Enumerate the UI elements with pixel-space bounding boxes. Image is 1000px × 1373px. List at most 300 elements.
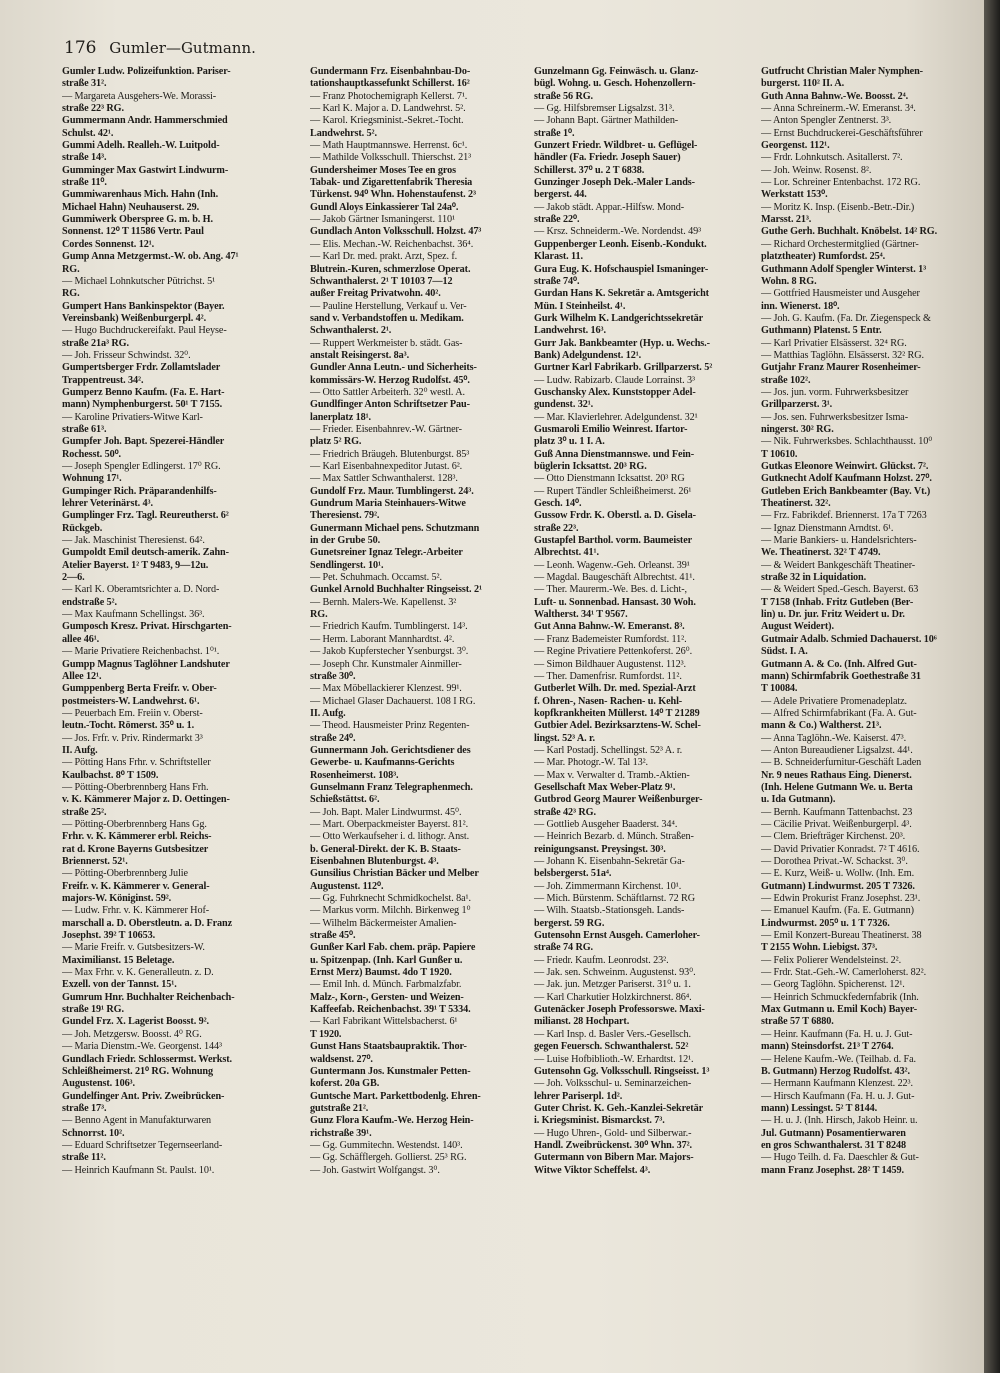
entry-line: — Pötting Hans Frhr. v. Schriftsteller <box>62 757 211 769</box>
entry-heading-line: Malz-, Korn-, Gersten- und Weizen- <box>310 991 464 1003</box>
entry-line: — Pötting-Oberbrennberg Julie <box>62 868 188 880</box>
entry-heading-line: mann) Schirmfabrik Goethestraße 31 <box>761 670 921 682</box>
entry-heading-line: straße 19¹ RG. <box>62 1004 124 1016</box>
entry-line: — Karl K. Major a. D. Landwehrst. 5². <box>310 103 466 115</box>
entry-heading-line: Gunzert Friedr. Wildbret- u. Geflügel- <box>534 140 698 152</box>
entry-heading-line: Lindwurmst. 205⁰ u. 1 T 7326. <box>761 917 890 929</box>
entry-heading-line: Gumrum Hnr. Buchhalter Reichenbach- <box>62 991 235 1003</box>
entry-heading-line: Sonnenst. 12⁰ T 11586 Vertr. Paul <box>62 226 204 238</box>
entry-heading-line: Nr. 9 neues Rathaus Eing. Dienerst. <box>761 769 912 781</box>
entry-heading-line: II. Aufg. <box>62 744 98 756</box>
entry-heading-line: u. Spitzenpap. (Inh. Karl Gunßer u. <box>310 954 463 966</box>
entry-heading-line: Gesellschaft Max Weber-Platz 9¹. <box>534 781 676 793</box>
entry-line: — Max Sattler Schwanthalerst. 128³. <box>310 473 458 485</box>
entry-heading-line: Gump Anna Metzgermst.-W. ob. Ang. 47¹ <box>62 251 239 263</box>
entry-line: — Marie Freifr. v. Gutsbesitzers-W. <box>62 942 205 954</box>
entry-heading-line: T 2155 Wohn. Liebigst. 37³. <box>761 942 878 954</box>
entry-line: — Heinrich Kaufmann St. Paulst. 10¹. <box>62 1164 215 1176</box>
entry-heading-line: mann) Steinsdorfst. 21³ T 2764. <box>761 1041 894 1053</box>
entry-line: — Ludw. Rabizarb. Claude Lorrainst. 3³ <box>534 374 695 386</box>
entry-heading-line: Atelier Bayerst. 1² T 9483, 9—12u. <box>62 559 209 571</box>
entry-line: — Krsz. Schneiderm.-We. Nordendst. 49³ <box>534 226 702 238</box>
entry-heading-line: Gewerbe- u. Kaufmanns-Gerichts <box>310 757 455 769</box>
entry-heading-line: ningerst. 30² RG. <box>761 423 834 435</box>
entry-heading-line: Landwehrst. 16³. <box>534 325 606 337</box>
entry-heading-line: mann) Nymphenburgerst. 50¹ T 7155. <box>62 399 223 411</box>
entry-line: — Elis. Mechan.-W. Reichenbachst. 36⁴. <box>310 238 474 250</box>
entry-heading-line: Rochesst. 50⁰. <box>62 448 121 460</box>
entry-heading-line: allee 46¹. <box>62 633 100 645</box>
entry-heading-line: straße 11⁰. <box>62 177 107 189</box>
entry-heading-line: Gutensohn Gg. Volksschull. Ringseisst. 1³ <box>534 1065 710 1077</box>
entry-line: — Magdal. Baugeschäft Albrechtst. 41¹. <box>534 572 695 584</box>
entry-line: — Karl Fabrikant Wittelsbacherst. 6¹ <box>310 1016 458 1028</box>
entry-heading-line: Guntsche Mart. Parkettbodenlg. Ehren- <box>310 1090 481 1102</box>
entry-heading-line: Gunermann Michael pens. Schutzmann <box>310 522 480 534</box>
entry-heading-line: waldsenst. 27⁰. <box>310 1053 373 1065</box>
entry-line: — Hermann Kaufmann Klenzest. 22³. <box>761 1078 913 1090</box>
entry-line: — Hugo Uhren-, Gold- und Silberwar.- <box>534 1127 692 1139</box>
entry-heading-line: Gussow Frdr. K. Oberstl. a. D. Gisela- <box>534 510 696 522</box>
entry-line: — Franz Photochemigraph Kellerst. 7¹. <box>310 90 468 102</box>
entry-heading-line: Tabak- und Zigarettenfabrik Theresia <box>310 177 473 189</box>
entry-line: — Regine Privatiere Pettenkoferst. 26⁰. <box>534 646 693 658</box>
entry-heading-line: b. General-Direkt. der K. B. Staats- <box>310 843 461 855</box>
entry-line: — Ruppert Werkmeister b. städt. Gas- <box>310 337 463 349</box>
entry-heading-line: gutstraße 21². <box>310 1102 369 1114</box>
entry-line: — Moritz K. Insp. (Eisenb.-Betr.-Dir.) <box>761 201 915 213</box>
entry-heading-line: Gutleben Erich Bankbeamter (Bay. Vt.) <box>761 485 931 497</box>
entry-line: — Clem. Briefträger Kirchenst. 20³. <box>761 831 906 843</box>
entry-heading-line: Gummi Adelh. Realleh.-W. Luitpold- <box>62 140 220 152</box>
entry-line: — Edwin Prokurist Franz Josephst. 23¹. <box>761 893 921 905</box>
entry-heading-line: u. Ida Gutmann). <box>761 794 836 806</box>
entry-line: — Pötting-Oberbrennberg Hans Frh. <box>62 781 209 793</box>
entry-heading-line: Kaulbachst. 8⁰ T 1509. <box>62 769 159 781</box>
entry-heading-line: lanerplatz 18¹. <box>310 411 371 423</box>
entry-line: — Frdr. Stat.-Geh.-W. Camerloherst. 82². <box>761 967 927 979</box>
entry-heading-line: Theatinerst. 32². <box>761 498 831 510</box>
entry-heading-line: Schleißheimerst. 21⁰ RG. Wohnung <box>62 1065 213 1077</box>
entry-heading-line: Gundl Aloys Einkassierer Tal 24a⁰. <box>310 201 459 213</box>
entry-heading-line: T 10084. <box>761 683 798 695</box>
entry-line: — Jakob städt. Appar.-Hilfsw. Mond- <box>534 201 685 213</box>
entry-line: — Emil Inh. d. Münch. Farbmalzfabr. <box>310 979 462 991</box>
entry-line: — B. Schneiderfurnitur-Geschäft Laden <box>761 757 922 769</box>
entry-line: — Max Kaufmann Schellingst. 36³. <box>62 609 205 621</box>
entry-heading-line: Michael Hahn) Neuhauserst. 29. <box>62 201 200 213</box>
entry-heading-line: straße 102². <box>761 374 811 386</box>
entry-heading-line: Gumminger Max Gastwirt Lindwurm- <box>62 164 229 176</box>
entry-heading-line: Marsst. 21³. <box>761 214 812 226</box>
entry-line: — Karl Dr. med. prakt. Arzt, Spez. f. <box>310 251 458 263</box>
entry-heading-line: Gunßer Karl Fab. chem. präp. Papiere <box>310 942 476 954</box>
entry-heading-line: Briennerst. 52¹. <box>62 856 128 867</box>
entry-heading-line: straße 74 RG. <box>534 942 593 954</box>
entry-heading-line: Guthmann Adolf Spengler Winterst. 1³ <box>761 263 927 275</box>
entry-line: — Nik. Fuhrwerksbes. Schlachthausst. 10⁰ <box>761 436 933 448</box>
entry-heading-line: Vereinsbank) Weißenburgerpl. 4². <box>62 312 207 324</box>
entry-heading-line: Luft- u. Sonnenbad. Hansast. 30 Woh. <box>534 596 696 608</box>
entry-heading-line: Rosenheimerst. 108³. <box>310 769 399 781</box>
entry-line: — Hugo Buchdruckereifakt. Paul Heyse- <box>62 325 227 337</box>
entry-line: — Otto Sattler Arbeiterh. 32⁰ westl. A. <box>310 386 465 398</box>
entry-heading-line: Eisenbahnen Blutenburgst. 4³. <box>310 856 439 867</box>
entry-heading-line: Schulst. 42¹. <box>62 127 114 139</box>
entry-line: — Friedr. Kaufm. Leonrodst. 23². <box>534 954 669 966</box>
entry-line: — Jak. sen. Schweinm. Augustenst. 93⁰. <box>534 967 696 979</box>
entry-heading-line: Gumler Ludw. Polizeifunktion. Pariser- <box>62 66 231 77</box>
entry-heading-line: Wohn. 8 RG. <box>761 275 817 287</box>
entry-heading-line: Gummermann Andr. Hammerschmied <box>62 115 228 127</box>
entry-heading-line: Klarast. 11. <box>534 251 583 263</box>
entry-line: — David Privatier Konradst. 7² T 4616. <box>761 843 920 855</box>
running-head: Gumler—Gutmann. <box>109 39 256 57</box>
entry-line: — Heinrich Schmuckfedernfabrik (Inh. <box>761 991 919 1003</box>
entry-heading-line: Türkenst. 94⁰ Whn. Hohenstaufenst. 2³ <box>310 189 477 201</box>
entry-heading-line: Gutbrod Georg Maurer Weißenburger- <box>534 794 703 806</box>
entry-heading-line: lehrer Veterinärst. 4³. <box>62 498 153 510</box>
column-3 <box>534 66 756 1177</box>
entry-heading-line: anstalt Reisingerst. 8a³. <box>310 349 410 361</box>
entry-heading-line: Kaffeefab. Reichenbachst. 39¹ T 5334. <box>310 1004 471 1016</box>
entry-line: — Hugo Teilh. d. Fa. Daeschler & Gut- <box>761 1152 919 1164</box>
entry-line: — Matthias Taglöhn. Elsässerst. 32² RG. <box>761 349 924 361</box>
entry-heading-line: straße 1⁰. <box>534 127 575 139</box>
entry-heading-line: straße 30⁰. <box>310 670 356 682</box>
entry-heading-line: Gurk Wilhelm K. Landgerichtssekretär <box>534 312 704 324</box>
entry-heading-line: lin) u. Dr. jur. Fritz Weidert u. Dr. <box>761 609 905 621</box>
entry-line: — Joh. Frisseur Schwindst. 32⁰. <box>62 349 191 361</box>
entry-line: — Marie Privatiere Reichenbachst. 1⁰¹. <box>62 646 220 658</box>
entry-heading-line: Gunselmann Franz Telegraphenmech. <box>310 781 473 793</box>
entry-heading-line: kopfkrankheiten Müllerst. 14⁰ T 21289 <box>534 707 700 719</box>
entry-heading-line: Guß Anna Dienstmannswe. und Fein- <box>534 448 695 460</box>
entry-heading-line: Gunz Flora Kaufm.-We. Herzog Hein- <box>310 1115 474 1127</box>
entry-heading-line: in der Grube 50. <box>310 535 381 547</box>
entry-heading-line: Waltherst. 34¹ T 9567. <box>534 609 628 621</box>
entry-line: — E. Kurz, Weiß- u. Wollw. (Inh. Em. <box>761 868 915 880</box>
entry-heading-line: (Inh. Helene Gutmann We. u. Berta <box>761 781 913 793</box>
entry-heading-line: Gutberlet Wilh. Dr. med. Spezial-Arzt <box>534 683 696 695</box>
entry-heading-line: Gutbier Adel. Bezirksarztens-W. Schel- <box>534 720 701 732</box>
entry-line: — Margareta Ausgehers-We. Morassi- <box>62 90 217 102</box>
entry-line: — Alfred Schirmfabrikant (Fa. A. Gut- <box>761 707 917 719</box>
entry-heading-line: T 7158 (Inhab. Fritz Gutleben (Ber- <box>761 596 914 608</box>
entry-heading-line: en gros Schwanthalerst. 31 T 8248 <box>761 1139 907 1151</box>
entry-heading-line: 2—6. <box>62 572 85 584</box>
entry-line: — Joh. Metzgersw. Boosst. 4⁰ RG. <box>62 1028 202 1040</box>
column-4 <box>761 66 983 1177</box>
entry-line: — Emanuel Kaufm. (Fa. E. Gutmann) <box>761 905 914 917</box>
entry-heading-line: Gumpinger Rich. Präparandenhilfs- <box>62 485 217 497</box>
entry-line: — Otto Dienstmann Icksattst. 20³ RG <box>534 473 685 485</box>
entry-line: — Joh. Zimmermann Kirchenst. 10¹. <box>534 880 682 892</box>
entry-heading-line: Guppenberger Leonh. Eisenb.-Kondukt. <box>534 238 707 250</box>
entry-heading-line: Rückgeb. <box>62 522 103 534</box>
entry-heading-line: We. Theatinerst. 32² T 4749. <box>761 547 881 559</box>
entry-heading-line: Gundolf Frz. Maur. Tumblingerst. 24³. <box>310 485 474 497</box>
entry-heading-line: Grillparzerst. 3¹. <box>761 399 833 411</box>
entry-heading-line: belsbergerst. 51a⁴. <box>534 868 612 880</box>
entry-heading-line: Exzell. von der Tannst. 15¹. <box>62 979 177 991</box>
entry-heading-line: Augustenst. 106³. <box>62 1078 135 1090</box>
entry-line: — Joh. Volksschul- u. Seminarzeichen- <box>534 1078 692 1090</box>
entry-line: — Franz Bademeister Rumfordst. 11². <box>534 633 687 645</box>
entry-heading-line: Gumpert Hans Bankinspektor (Bayer. <box>62 300 225 312</box>
entry-heading-line: Gundlach Anton Volksschull. Holzst. 47³ <box>310 226 482 238</box>
entry-line: — Rupert Tändler Schleißheimerst. 26¹ <box>534 485 692 497</box>
entry-heading-line: mann) Lessingst. 5² T 8144. <box>761 1102 878 1114</box>
entry-heading-line: Gundel Frz. X. Lagerist Boosst. 9². <box>62 1016 209 1028</box>
entry-heading-line: marschall a. D. Oberstleutn. a. D. Franz <box>62 917 233 929</box>
entry-line: — Frieder. Eisenbahnrev.-W. Gärtner- <box>310 423 462 435</box>
entry-line: — Theod. Hausmeister Prinz Regenten- <box>310 720 470 732</box>
entry-line: — Gottfried Hausmeister und Ausgeher <box>761 288 920 300</box>
entry-line: — Cäcilie Privat. Weißenburgerpl. 4³. <box>761 818 912 830</box>
entry-heading-line: büglerin Icksattst. 20³ RG. <box>534 461 647 472</box>
entry-heading-line: Blutrein.-Kuren, schmerzlose Operat. <box>310 263 471 275</box>
entry-line: — Gg. Fuhrknecht Schmidkochelst. 8a¹. <box>310 893 471 905</box>
entry-heading-line: Guntermann Jos. Kunstmaler Petten- <box>310 1065 471 1077</box>
entry-heading-line: Mün. I Steinheilst. 4¹. <box>534 300 626 312</box>
entry-heading-line: leutn.-Tocht. Römerst. 35⁰ u. 1. <box>62 720 195 732</box>
entry-line: — Anton Bureaudiener Ligsalzst. 44¹. <box>761 744 913 756</box>
entry-heading-line: platz 3⁰ u. 1 I. A. <box>534 436 605 448</box>
entry-heading-line: Gustapfel Barthol. vorm. Baumeister <box>534 535 693 547</box>
entry-heading-line: Gundrum Maria Steinhauers-Witwe <box>310 498 466 510</box>
entry-heading-line: bergerst. 59 RG. <box>534 917 605 929</box>
column-2 <box>310 66 530 1177</box>
entry-heading-line: Jul. Gutmann) Posamentierwaren <box>761 1127 906 1139</box>
entry-line: — Maria Dienstm.-We. Georgenst. 144³ <box>62 1041 222 1053</box>
entry-line: — Gg. Hilfsbremser Ligsalzst. 31³. <box>534 103 675 115</box>
entry-heading-line: Gutkas Eleonore Weinwirt. Glückst. 7². <box>761 461 929 472</box>
entry-heading-line: endstraße 5². <box>62 596 117 608</box>
entry-heading-line: Gumpp Magnus Taglöhner Landshuter <box>62 658 230 670</box>
entry-heading-line: inn. Wienerst. 18⁰. <box>761 300 840 312</box>
entry-line: — Karl Charkutier Holzkirchnerst. 86⁴. <box>534 991 692 1003</box>
entry-heading-line: Gusmaroli Emilio Weinrest. Ifartor- <box>534 423 688 435</box>
entry-line: — Frdr. Lohnkutsch. Asitallerst. 7². <box>761 152 903 164</box>
entry-line: — Anton Spengler Zentnerst. 3³. <box>761 115 892 127</box>
entry-heading-line: majors-W. Königinst. 59². <box>62 893 172 905</box>
entry-heading-line: Gutjahr Franz Maurer Rosenheimer- <box>761 362 921 374</box>
entry-heading-line: Gumpoldt Emil deutsch-amerik. Zahn- <box>62 547 229 559</box>
entry-line: — Emil Konzert-Bureau Theatinerst. 38 <box>761 930 922 942</box>
entry-line: — Lor. Schreiner Entenbachst. 172 RG. <box>761 177 921 189</box>
entry-heading-line: II. Aufg. <box>310 707 346 719</box>
entry-heading-line: RG. <box>310 609 328 621</box>
entry-heading-line: Landwehrst. 5². <box>310 127 377 139</box>
entry-heading-line: T 10610. <box>761 448 798 460</box>
entry-heading-line: straße 22³. <box>534 522 579 534</box>
entry-heading-line: Gutmair Adalb. Schmied Dachauerst. 10⁶ <box>761 633 937 645</box>
entry-line: — Benno Agent in Manufakturwaren <box>62 1115 212 1127</box>
entry-heading-line: Albrechtst. 41¹. <box>534 547 599 559</box>
entry-heading-line: Freifr. v. K. Kämmerer v. General- <box>62 880 210 892</box>
entry-heading-line: Gunetsreiner Ignaz Telegr.-Arbeiter <box>310 547 463 559</box>
entry-heading-line: Gundersheimer Moses Tee en gros <box>310 164 456 176</box>
entry-line: — Wilh. Staatsb.-Stationsgeh. Lands- <box>534 905 685 917</box>
entry-heading-line: Gundlach Friedr. Schlossermst. Werkst. <box>62 1053 232 1065</box>
entry-line: — Ernst Buchdruckerei-Geschäftsführer <box>761 127 923 139</box>
entry-heading-line: straße 22³ RG. <box>62 103 124 115</box>
column-1 <box>62 66 306 1177</box>
entry-line: — Joh. Gastwirt Wolfgangst. 3⁰. <box>310 1164 440 1176</box>
entry-heading-line: lehrer Pariserpl. 1d². <box>534 1090 623 1102</box>
entry-heading-line: sand v. Verbandstoffen u. Medikam. <box>310 312 464 324</box>
entry-line: — Ther. Damenfrisr. Rumfordst. 11². <box>534 670 682 682</box>
entry-heading-line: Gutenäcker Joseph Professorswe. Maxi- <box>534 1004 705 1016</box>
entry-heading-line: Gunzelmann Gg. Feinwäsch. u. Glanz- <box>534 66 699 77</box>
entry-line: — Friedrich Bräugeh. Blutenburgst. 85³ <box>310 448 470 460</box>
entry-heading-line: mann & Co.) Waltherst. 21³. <box>761 720 882 732</box>
entry-heading-line: RG. <box>62 288 80 300</box>
entry-heading-line: B. Gutmann) Herzog Rudolfst. 43². <box>761 1065 910 1077</box>
entry-heading-line: mann Franz Josephst. 28² T 1459. <box>761 1164 904 1176</box>
entry-heading-line: gegen Feuersch. Schwanthalerst. 52² <box>534 1041 689 1053</box>
entry-line: — & Weidert Bankgeschäft Theatiner- <box>761 559 916 571</box>
entry-line: — Michael Lohnkutscher Pütrichst. 5¹ <box>62 275 216 287</box>
entry-line: — Otto Werkaufseher i. d. lithogr. Anst. <box>310 831 470 843</box>
entry-line: — Jos. jun. vorm. Fuhrwerksbesitzer <box>761 386 909 398</box>
entry-heading-line: T 1920. <box>310 1028 342 1040</box>
entry-heading-line: Gumplinger Frz. Tagl. Reureutherst. 6² <box>62 510 229 522</box>
entry-line: — Richard Orchestermitglied (Gärtner- <box>761 238 919 250</box>
entry-heading-line: Gutmann) Lindwurmst. 205 T 7326. <box>761 880 915 892</box>
entry-heading-line: Gurdan Hans K. Sekretär a. Amtsgericht <box>534 288 709 300</box>
entry-heading-line: Schwanthalerst. 2¹ T 10103 7—12 <box>310 275 453 287</box>
entry-heading-line: Gummiwerk Oberspree G. m. b. H. <box>62 214 213 226</box>
entry-heading-line: burgerst. 110² II. A. <box>761 78 845 90</box>
entry-heading-line: Sendlingerst. 10¹. <box>310 559 384 571</box>
entry-line: — Heinr. Kaufmann (Fa. H. u. J. Gut- <box>761 1028 913 1040</box>
entry-heading-line: Gumpfer Joh. Bapt. Spezerei-Händler <box>62 436 225 448</box>
page-header <box>64 38 256 58</box>
entry-heading-line: Max Gutmann u. Emil Koch) Bayer- <box>761 1004 918 1016</box>
entry-line: — Peuerbach Em. Freiin v. Oberst- <box>62 707 203 719</box>
entry-line: — Joh. G. Kaufm. (Fa. Dr. Ziegenspeck & <box>761 312 931 324</box>
entry-heading-line: straße 42³ RG. <box>534 806 596 818</box>
entry-heading-line: händler (Fa. Friedr. Joseph Sauer) <box>534 152 681 164</box>
entry-heading-line: reinigungsanst. Preysingst. 30³. <box>534 843 666 855</box>
entry-heading-line: koferst. 20a GB. <box>310 1078 380 1090</box>
entry-line: — Anna Schreinerm.-W. Emeranst. 3⁴. <box>761 103 916 115</box>
entry-heading-line: Gundelfinger Ant. Priv. Zweibrücken- <box>62 1090 225 1102</box>
entry-line: — Helene Kaufm.-We. (Teilhab. d. Fa. <box>761 1053 916 1065</box>
entry-heading-line: richstraße 39¹. <box>310 1127 372 1139</box>
entry-heading-line: Allee 12¹. <box>62 670 102 682</box>
entry-line: — Ignaz Dienstmann Arndtst. 6¹. <box>761 522 894 534</box>
entry-heading-line: Gurtner Karl Fabrikarb. Grillparzerst. 5² <box>534 362 713 374</box>
entry-heading-line: gundenst. 32¹. <box>534 399 594 411</box>
entry-heading-line: Gundlfinger Anton Schriftsetzer Pau- <box>310 399 470 411</box>
entry-line: — Mar. Klavierlehrer. Adelgundenst. 32¹ <box>534 411 698 423</box>
entry-heading-line: Gutmann A. & Co. (Inh. Alfred Gut- <box>761 658 917 670</box>
entry-heading-line: straße 57 T 6880. <box>761 1016 834 1028</box>
entry-heading-line: Gummiwarenhaus Mich. Hahn (Inh. <box>62 189 219 201</box>
entry-line: — Jos. sen. Fuhrwerksbesitzer Isma- <box>761 411 909 423</box>
entry-line: — Bernh. Kaufmann Tattenbachst. 23 <box>761 806 913 818</box>
entry-heading-line: Gunnermann Joh. Gerichtsdiener des <box>310 744 471 756</box>
entry-line: — Karl Eisenbahnexpeditor Jutast. 6². <box>310 461 463 472</box>
entry-line: — Ludw. Frhr. v. K. Kämmerer Hof- <box>62 905 210 917</box>
entry-heading-line: Gunst Hans Staatsbaupraktik. Thor- <box>310 1041 467 1053</box>
entry-heading-line: Gurr Jak. Bankbeamter (Hyp. u. Wechs.- <box>534 337 710 349</box>
entry-heading-line: Handl. Zweibrückenst. 30⁰ Whn. 37². <box>534 1139 692 1151</box>
entry-line: — Jak. Maschinist Theresienst. 64². <box>62 535 205 547</box>
entry-heading-line: rat d. Krone Bayerns Gutsbesitzer <box>62 843 209 855</box>
entry-line: — Michael Glaser Dachauerst. 108 I RG. <box>310 695 476 707</box>
entry-heading-line: Schnorrst. 10². <box>62 1127 125 1139</box>
entry-heading-line: Cordes Sonnenst. 12¹. <box>62 238 155 250</box>
entry-heading-line: Gumppenberg Berta Freifr. v. Ober- <box>62 683 217 695</box>
entry-heading-line: Gundermann Frz. Eisenbahnbau-Do- <box>310 66 471 77</box>
entry-heading-line: straße 17³. <box>62 1102 107 1114</box>
entry-line: — Simon Bildhauer Augustenst. 112³. <box>534 658 686 670</box>
entry-heading-line: straße 25². <box>62 806 107 818</box>
entry-line: — Karl K. Oberamtsrichter a. D. Nord- <box>62 584 220 596</box>
entry-heading-line: i. Kriegsminist. Bismarckst. 7³. <box>534 1115 665 1127</box>
entry-line: — Herm. Laborant Mannhardtst. 4². <box>310 633 455 645</box>
entry-line: — Georg Taglöhn. Spicherenst. 12¹. <box>761 979 905 991</box>
entry-line: — Ther. Maurerm.-We. Bes. d. Licht-, <box>534 584 687 596</box>
entry-line: — Joseph Spengler Edlingerst. 17⁰ RG. <box>62 461 221 472</box>
entry-heading-line: Augustenst. 112⁰. <box>310 880 384 892</box>
entry-line: — Gg. Gummitechn. Westendst. 140³. <box>310 1139 463 1151</box>
entry-line: — Johann K. Eisenbahn-Sekretär Ga- <box>534 856 685 867</box>
page-number: 176 <box>64 38 97 58</box>
entry-heading-line: Schießstättst. 6². <box>310 794 380 806</box>
entry-line: — Johann Bapt. Gärtner Mathilden- <box>534 115 679 127</box>
entry-line: — H. u. J. (Inh. Hirsch, Jakob Heinr. u. <box>761 1115 918 1127</box>
entry-heading-line: v. K. Kämmerer Major z. D. Oettingen- <box>62 794 230 806</box>
entry-line: — Markus vorm. Milchh. Birkenweg 1⁰ <box>310 905 471 917</box>
entry-heading-line: Ernst Merz) Baumst. 4do T 1920. <box>310 967 452 979</box>
entry-line: — Gg. Schäfflergeh. Gollierst. 25³ RG. <box>310 1152 467 1164</box>
entry-heading-line: kommissärs-W. Herzog Rudolfst. 45⁰. <box>310 374 470 386</box>
entry-heading-line: straße 22⁰. <box>534 214 580 226</box>
entry-line: — Mich. Bürstenm. Schäftlarnst. 72 RG <box>534 893 695 905</box>
entry-heading-line: Gundler Anna Leutn.- und Sicherheits- <box>310 362 477 374</box>
entry-heading-line: Gumpertsberger Frdr. Zollamtslader <box>62 362 221 374</box>
entry-line: — Max Frhr. v. K. Generalleutn. z. D. <box>62 967 214 979</box>
entry-line: — Anna Taglöhn.-We. Kaiserst. 47³. <box>761 732 907 744</box>
book-edge <box>984 0 1000 1373</box>
entry-heading-line: bergerst. 44. <box>534 189 587 201</box>
entry-heading-line: lingst. 52³ A. r. <box>534 732 595 744</box>
entry-line: — Felix Polierer Wendelsteinst. 2². <box>761 954 902 966</box>
entry-heading-line: straße 74⁰. <box>534 275 580 287</box>
entry-line: — Leonh. Wagenw.-Geh. Orleanst. 39¹ <box>534 559 690 571</box>
entry-heading-line: Gutknecht Adolf Kaufmann Holzst. 27⁰. <box>761 473 932 485</box>
entry-heading-line: Gunsilius Christian Bäcker und Melber <box>310 868 479 880</box>
entry-heading-line: außer Freitag Privatwohn. 40². <box>310 288 441 300</box>
entry-heading-line: Guter Christ. K. Geh.-Kanzlei-Sekretär <box>534 1102 703 1114</box>
entry-line: — Pötting-Oberbrennberg Hans Gg. <box>62 818 207 830</box>
entry-line: — Joh. Weinw. Rosenst. 8². <box>761 164 872 176</box>
entry-heading-line: Bank) Adelgundenst. 12¹. <box>534 349 642 361</box>
entry-heading-line: straße 14³. <box>62 152 107 164</box>
entry-heading-line: Gesch. 14⁰. <box>534 498 582 510</box>
entry-line: — Max v. Verwalter d. Tramb.-Aktien- <box>534 769 690 781</box>
entry-heading-line: Frhr. v. K. Kämmerer erbl. Reichs- <box>62 831 212 843</box>
entry-heading-line: Guth Anna Bahnw.-We. Boosst. 2⁴. <box>761 90 909 102</box>
entry-line: — Karol. Kriegsminist.-Sekret.-Tocht. <box>310 115 464 127</box>
entry-line: — Pauline Herstellung, Verkauf u. Ver- <box>310 300 467 312</box>
entry-heading-line: Gutensohn Ernst Ausgeh. Camerloher- <box>534 930 700 942</box>
